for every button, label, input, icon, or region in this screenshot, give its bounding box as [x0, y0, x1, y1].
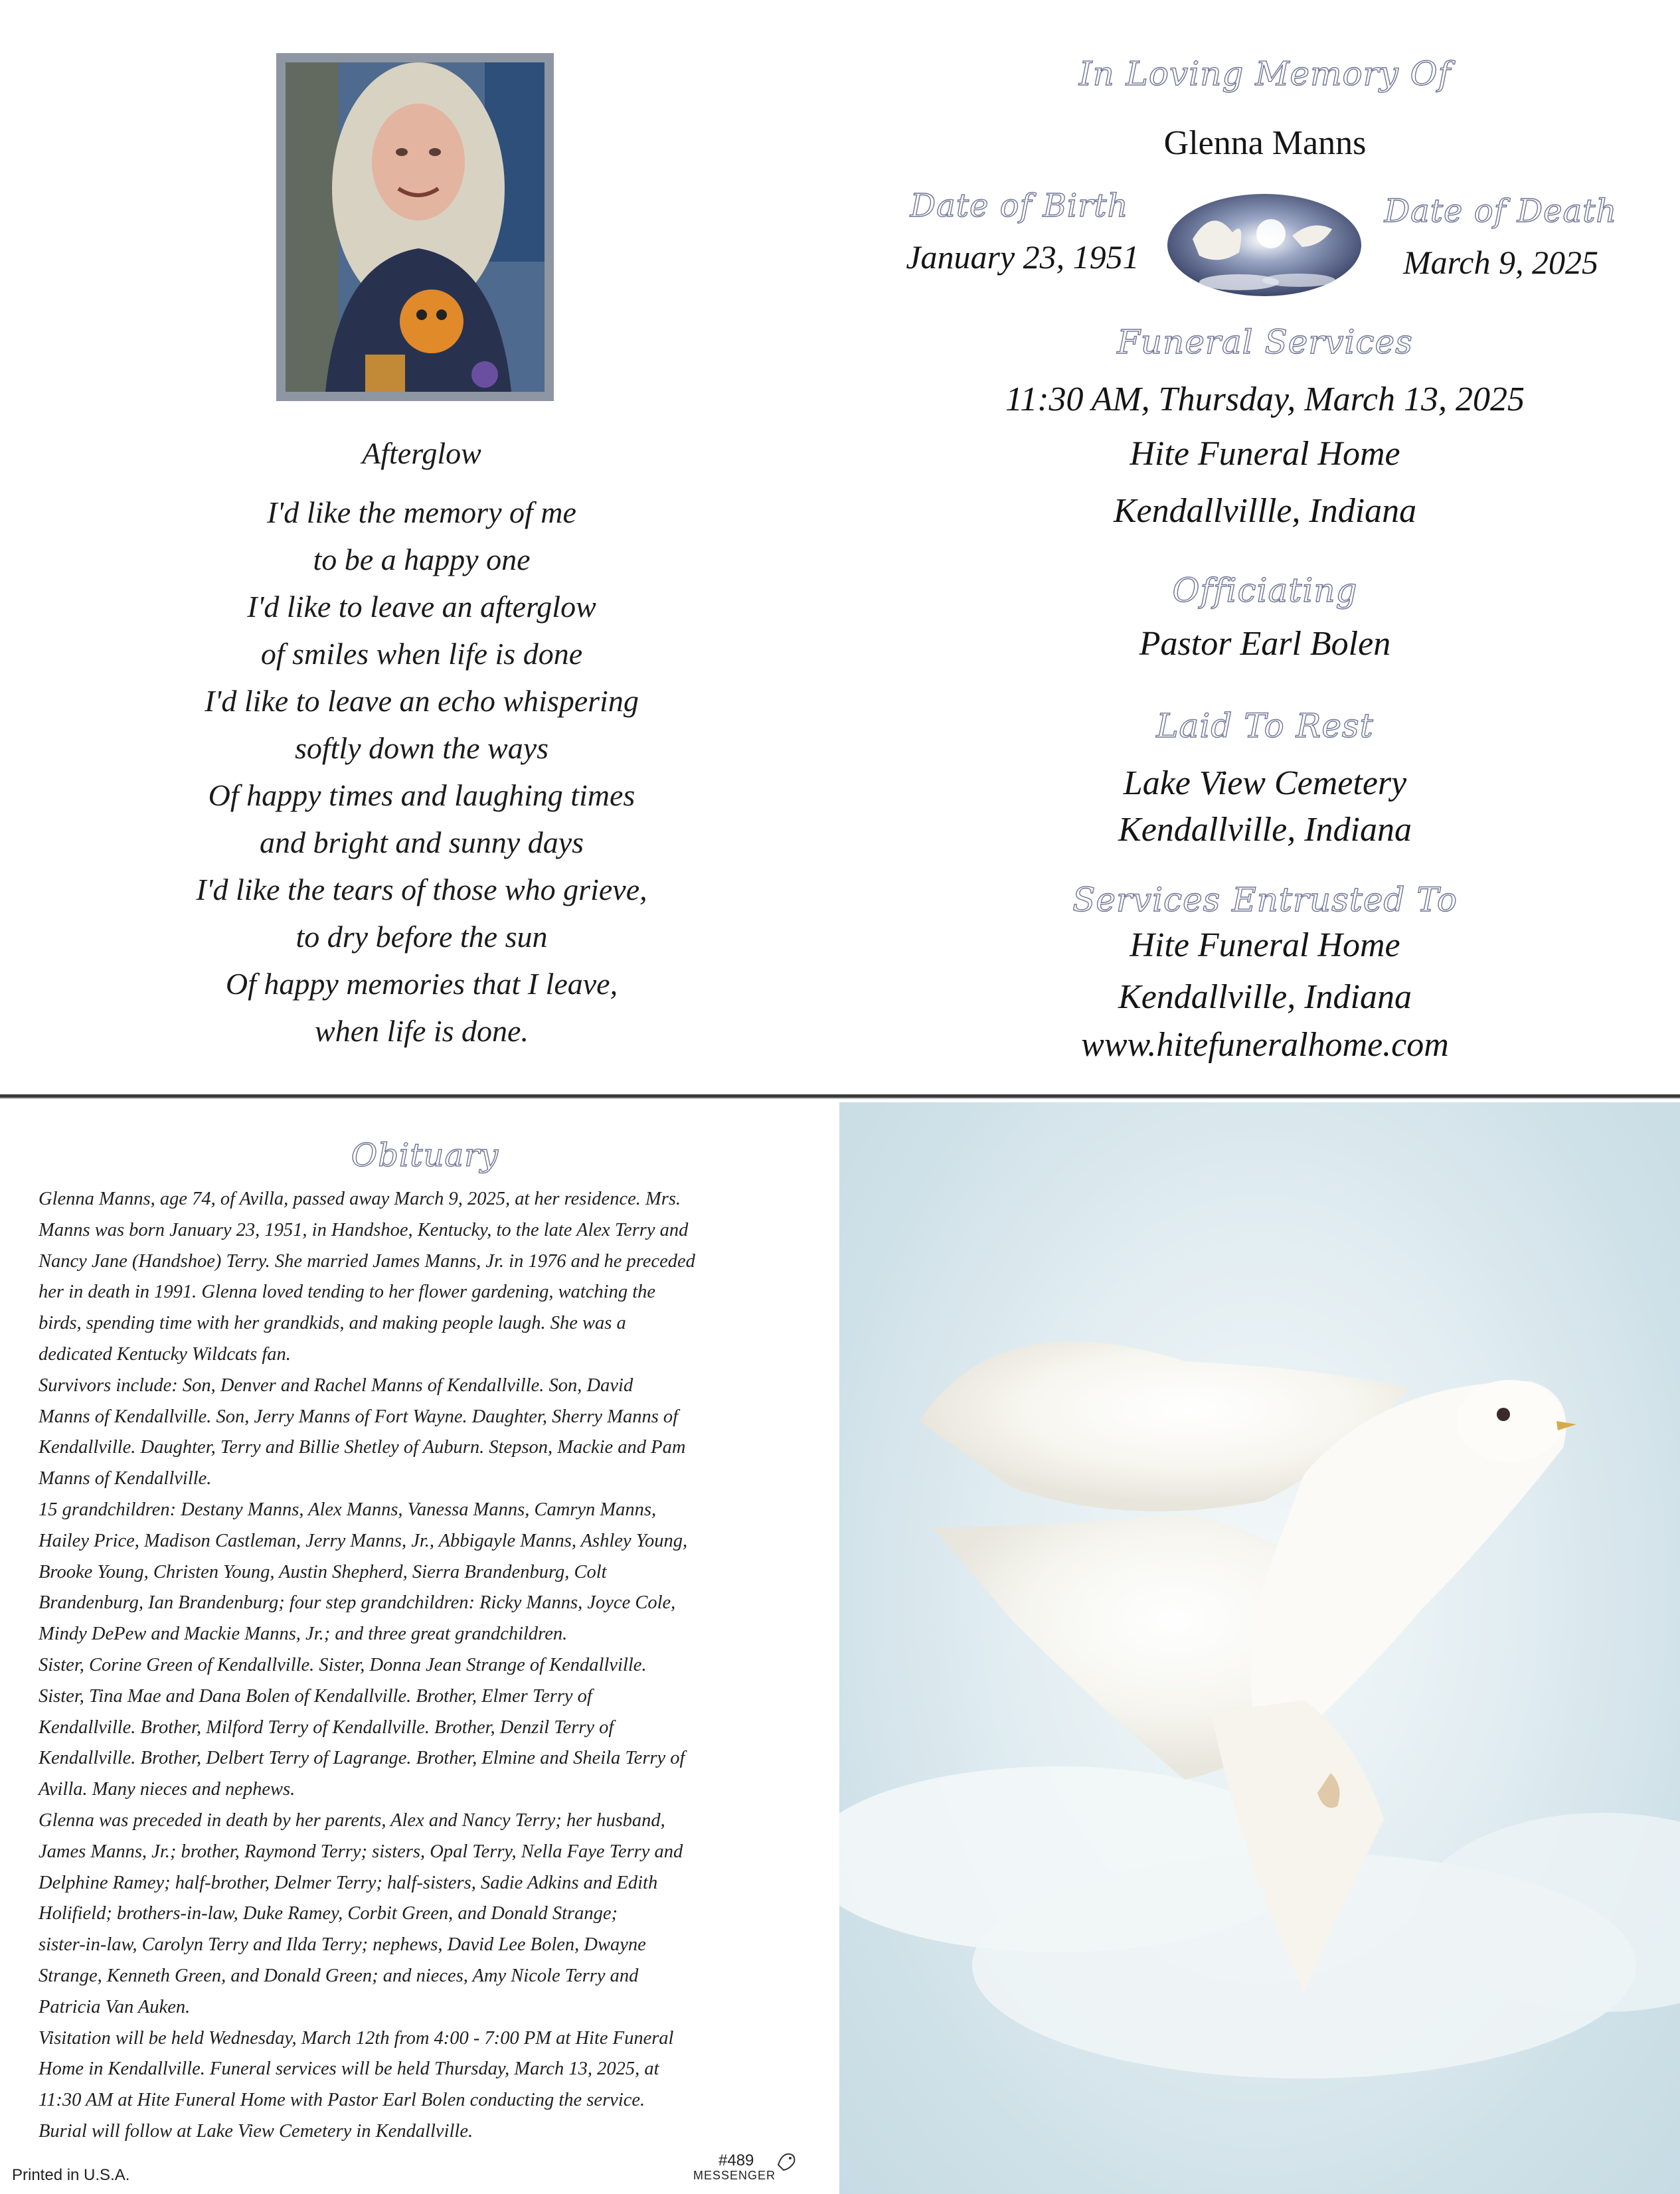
portrait-photo — [276, 53, 554, 401]
obituary-line: Kendallville. Brother, Delbert Terry of Lagrange. Brother, Elmine and Sheila Terry of — [39, 1748, 685, 1769]
in-memory-heading: In Loving Memory Of — [1078, 54, 1452, 93]
obituary-line: Kendallville. Daughter, Terry and Billie Shetley of Auburn. Stepson, Mackie and Pam — [39, 1437, 686, 1458]
dob-value: January 23, 1951 — [906, 238, 1139, 276]
dove-icon — [839, 1102, 1680, 2194]
obituary-line: sister-in-law, Carolyn Terry and Ilda Terry; nephews, David Lee Bolen, Dwayne — [39, 1934, 646, 1956]
poem-line: I'd like to leave an afterglow — [247, 590, 596, 624]
funeral-home-name: Hite Funeral Home — [1130, 926, 1400, 964]
dove-oval-emblem — [1166, 193, 1363, 297]
obituary-line: Visitation will be held Wednesday, March 12th from 4:00 - 7:00 PM at Hite Funeral — [39, 2027, 674, 2049]
printed-in-label: Printed in U.S.A. — [12, 2166, 130, 2184]
obituary-line: James Manns, Jr.; brother, Raymond Terry; sisters, Opal Terry, Nella Faye Terry and — [39, 1841, 683, 1862]
deceased-name: Glenna Manns — [1163, 124, 1367, 162]
poem-line: Of happy memories that I leave, — [225, 967, 618, 1001]
cemetery-city: Kendallville, Indiana — [1118, 811, 1412, 849]
poem-line: and bright and sunny days — [259, 825, 584, 859]
obituary-line: Kendallville. Brother, Milford Terry of Kendallville. Brother, Denzil Terry of — [39, 1717, 614, 1738]
obituary-line: Sister, Corine Green of Kendallville. Sister, Donna Jean Strange of Kendallville. — [39, 1655, 647, 1675]
portrait-image — [286, 62, 545, 392]
funeral-time: 11:30 AM, Thursday, March 13, 2025 — [1005, 380, 1525, 418]
poem-line: when life is done. — [315, 1014, 529, 1048]
dob-label: Date of Birth — [910, 187, 1129, 224]
poem-line: softly down the ways — [294, 731, 549, 765]
officiating-heading: Officiating — [1172, 571, 1358, 610]
obituary-line: Delphine Ramey; half-brother, Delmer Terry; half-sisters, Sadie Adkins and Edith — [39, 1872, 658, 1893]
obituary-heading: Obituary — [351, 1137, 499, 1174]
messenger-dove-logo — [776, 2149, 798, 2175]
obituary-line: Manns was born January 23, 1951, in Handshoe, Kentucky, to the late Alex Terry and — [39, 1219, 689, 1240]
dove-logo-icon — [776, 2149, 798, 2175]
officiant-name: Pastor Earl Bolen — [1139, 625, 1391, 663]
fold-divider-shadow — [0, 1098, 1680, 1099]
poem-line: to be a happy one — [313, 543, 531, 576]
poem-line: I'd like to leave an echo whispering — [205, 684, 639, 718]
cemetery-name: Lake View Cemetery — [1123, 764, 1407, 802]
obituary-line: Brooke Young, Christen Young, Austin Shepherd, Sierra Brandenburg, Colt — [39, 1561, 607, 1582]
obituary-line: Glenna Manns, age 74, of Avilla, passed away March 9, 2025, at her residence. Mrs. — [39, 1189, 681, 1209]
poem-line: I'd like the tears of those who grieve, — [196, 873, 647, 906]
obituary-line: Mindy DePew and Mackie Manns, Jr.; and three great grandchildren. — [39, 1624, 568, 1645]
dod-value: March 9, 2025 — [1403, 244, 1598, 281]
obituary-line: Glenna was preceded in death by her parents, Alex and Nancy Terry; her husband, — [39, 1810, 665, 1831]
obituary-line: Hailey Price, Madison Castleman, Jerry Manns, Jr., Abbigayle Manns, Ashley Young, — [39, 1530, 688, 1551]
obituary-line: Brandenburg, Ian Brandenburg; four step grandchildren: Ricky Manns, Joyce Cole, — [39, 1592, 676, 1614]
dod-label: Date of Death — [1384, 193, 1618, 230]
maker-label: MESSENGER — [693, 2169, 776, 2182]
portrait-illustration — [286, 62, 545, 392]
entrusted-heading: Services Entrusted To — [1072, 881, 1458, 919]
doves-icon — [1166, 193, 1363, 297]
obituary-line: Manns of Kendallville. Son, Jerry Manns of Fort Wayne. Daughter, Sherry Manns of — [39, 1406, 679, 1427]
poem-line: Of happy times and laughing times — [208, 778, 635, 812]
funeral-place: Hite Funeral Home — [1130, 435, 1400, 473]
obituary-line: Manns of Kendallville. — [39, 1468, 212, 1489]
obituary-line: 15 grandchildren: Destany Manns, Alex Manns, Vanessa Manns, Camryn Manns, — [39, 1499, 657, 1520]
obituary-line: dedicated Kentucky Wildcats fan. — [39, 1344, 291, 1365]
laid-to-rest-heading: Laid To Rest — [1156, 707, 1374, 745]
obituary-line: Avilla. Many nieces and nephews. — [39, 1779, 295, 1800]
poem-line: of smiles when life is done — [260, 637, 583, 671]
funeral-home-website: www.hitefuneralhome.com — [1081, 1026, 1449, 1064]
obituary-line: Sister, Tina Mae and Dana Bolen of Kendallville. Brother, Elmer Terry of — [39, 1685, 592, 1707]
obituary-line: Burial will follow at Lake View Cemetery in Kendallville. — [39, 2121, 473, 2142]
obituary-line: Home in Kendallville. Funeral services will be held Thursday, March 13, 2025, at — [39, 2059, 659, 2080]
obituary-line: Survivors include: Son, Denver and Rachel Manns of Kendallville. Son, David — [39, 1375, 633, 1396]
obituary-line: Patricia Van Auken. — [39, 1996, 191, 2017]
funeral-home-city: Kendallville, Indiana — [1118, 978, 1412, 1016]
obituary-line: Holifield; brothers-in-law, Duke Ramey, Corbit Green, and Donald Strange; — [39, 1903, 618, 1924]
obituary-line: Nancy Jane (Handshoe) Terry. She married James Manns, Jr. in 1976 and he preceded — [39, 1250, 695, 1272]
product-number: #489 — [718, 2152, 754, 2169]
poem-line: to dry before the sun — [295, 920, 548, 954]
dove-illustration — [839, 1102, 1680, 2194]
obituary-line: her in death in 1991. Glenna loved tending to her flower gardening, watching the — [39, 1282, 656, 1303]
poem-line: I'd like the memory of me — [267, 495, 576, 529]
obituary-line: Strange, Kenneth Green, and Donald Green; and nieces, Amy Nicole Terry and — [39, 1966, 639, 1986]
obituary-line: birds, spending time with her grandkids, and making people laugh. She was a — [39, 1313, 626, 1334]
obituary-line: 11:30 AM at Hite Funeral Home with Pastor Earl Bolen conducting the service. — [39, 2090, 645, 2111]
funeral-city: Kendallvillle, Indiana — [1113, 492, 1417, 530]
poem-title: Afterglow — [362, 436, 481, 470]
funeral-services-heading: Funeral Services — [1117, 323, 1413, 361]
